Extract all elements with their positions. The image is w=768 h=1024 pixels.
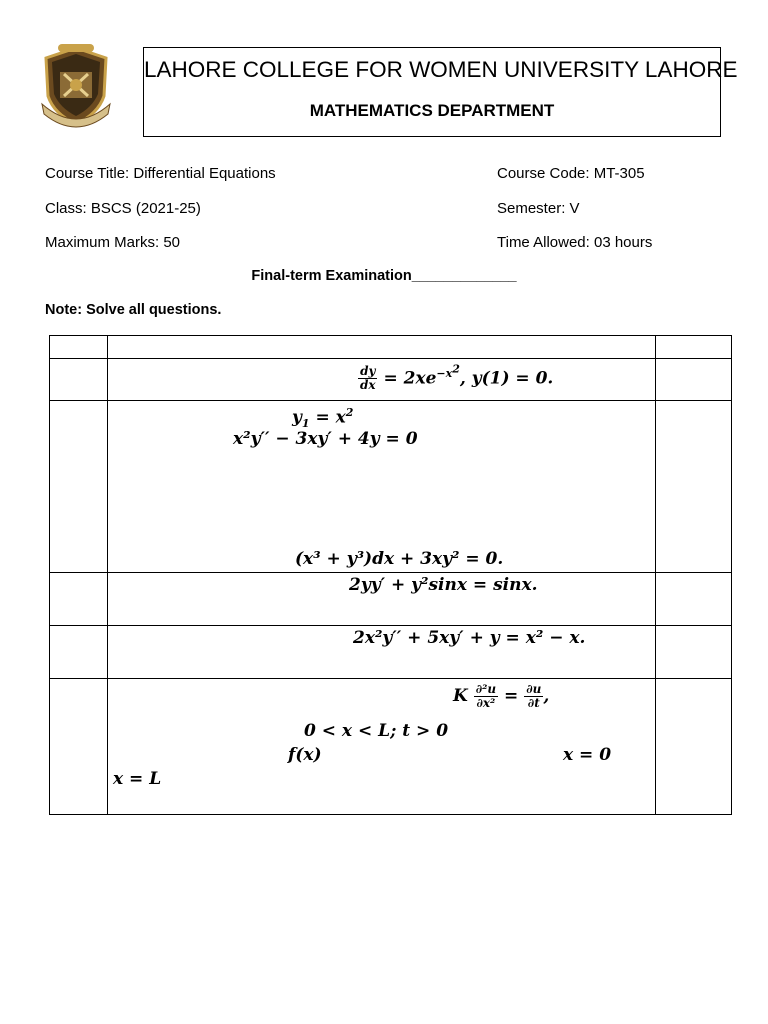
domain-condition: 0 < x < L; t > 0: [304, 721, 449, 741]
table-cell: [656, 401, 732, 573]
equation-text: =: [504, 686, 519, 707]
table-cell: [656, 359, 732, 401]
table-cell: [50, 626, 108, 679]
initial-function: f(x): [288, 745, 322, 765]
question-3-cell: [108, 573, 656, 626]
equation-text: = 2xe: [383, 368, 437, 389]
course-code: Course Code: MT-305: [497, 165, 645, 182]
table-row: [50, 401, 732, 573]
exponent: −x: [436, 366, 453, 380]
equation-text: K: [453, 686, 468, 707]
department-name: MATHEMATICS DEPARTMENT: [309, 101, 555, 120]
table-cell: [50, 679, 108, 815]
table-cell: [50, 401, 108, 573]
exam-note: Note: Solve all questions.: [45, 302, 222, 318]
semester-info: Semester: V: [497, 200, 580, 217]
equation-text: = x: [309, 407, 346, 428]
subscript: 1: [301, 417, 310, 431]
equation-text: y: [292, 407, 302, 428]
exam-title: Final-term Examination_____________: [251, 268, 517, 284]
question-1-equation: [358, 363, 553, 393]
fraction-numerator: ∂²u: [475, 682, 497, 696]
question-3-equation: 2yy′ + y²sinx = sinx.: [349, 575, 538, 595]
table-cell: [656, 679, 732, 815]
university-name: LAHORE COLLEGE FOR WOMEN UNIVERSITY LAHORE: [144, 57, 738, 82]
university-crest-logo: [38, 44, 114, 130]
question-4-equation: 2x²y′′ + 5xy′ + y = x² − x.: [353, 628, 586, 648]
table-cell: [50, 336, 108, 359]
table-cell: [656, 573, 732, 626]
initial-condition: , y(1) = 0.: [459, 368, 554, 389]
question-2-exact-eq: (x³ + y³)dx + 3xy² = 0.: [295, 549, 504, 569]
fraction-numerator: dy: [360, 364, 376, 379]
question-1-cell: [108, 359, 656, 401]
table-cell: [50, 359, 108, 401]
fraction-denominator: ∂t: [527, 696, 540, 711]
fraction-denominator: dx: [360, 378, 376, 393]
heat-equation: [453, 683, 549, 710]
table-row: [50, 573, 732, 626]
fraction-denominator: ∂x²: [476, 696, 496, 711]
fraction-numerator: ∂u: [526, 682, 542, 696]
second-partial-fraction: [474, 683, 498, 710]
table-cell: [656, 626, 732, 679]
first-partial-fraction: [524, 683, 543, 710]
equation-text: ,: [543, 686, 550, 707]
question-2-cell: [108, 401, 656, 573]
time-allowed: Time Allowed: 03 hours: [497, 234, 653, 251]
exponent: 2: [345, 406, 354, 419]
boundary-x0: x = 0: [563, 745, 612, 765]
question-4-cell: [108, 626, 656, 679]
table-header-row: [50, 336, 732, 359]
questions-table: [49, 335, 732, 815]
header-box: [143, 47, 738, 137]
table-cell: [656, 336, 732, 359]
exponent-power: 2: [452, 362, 460, 375]
table-row: [50, 359, 732, 401]
table-cell: [50, 573, 108, 626]
max-marks: Maximum Marks: 50: [45, 234, 181, 251]
question-2-solution: [292, 407, 353, 429]
question-2-ode: x²y′′ − 3xy′ + 4y = 0: [233, 429, 418, 449]
table-row: [50, 626, 732, 679]
boundary-xL: x = L: [113, 769, 162, 789]
class-info: Class: BSCS (2021-25): [45, 200, 201, 217]
table-cell: [108, 336, 656, 359]
university-crest-icon: [38, 44, 114, 130]
question-5-cell: [108, 679, 656, 815]
table-row: [50, 679, 732, 815]
course-title: Course Title: Differential Equations: [45, 165, 276, 182]
derivative-fraction: [358, 365, 378, 392]
